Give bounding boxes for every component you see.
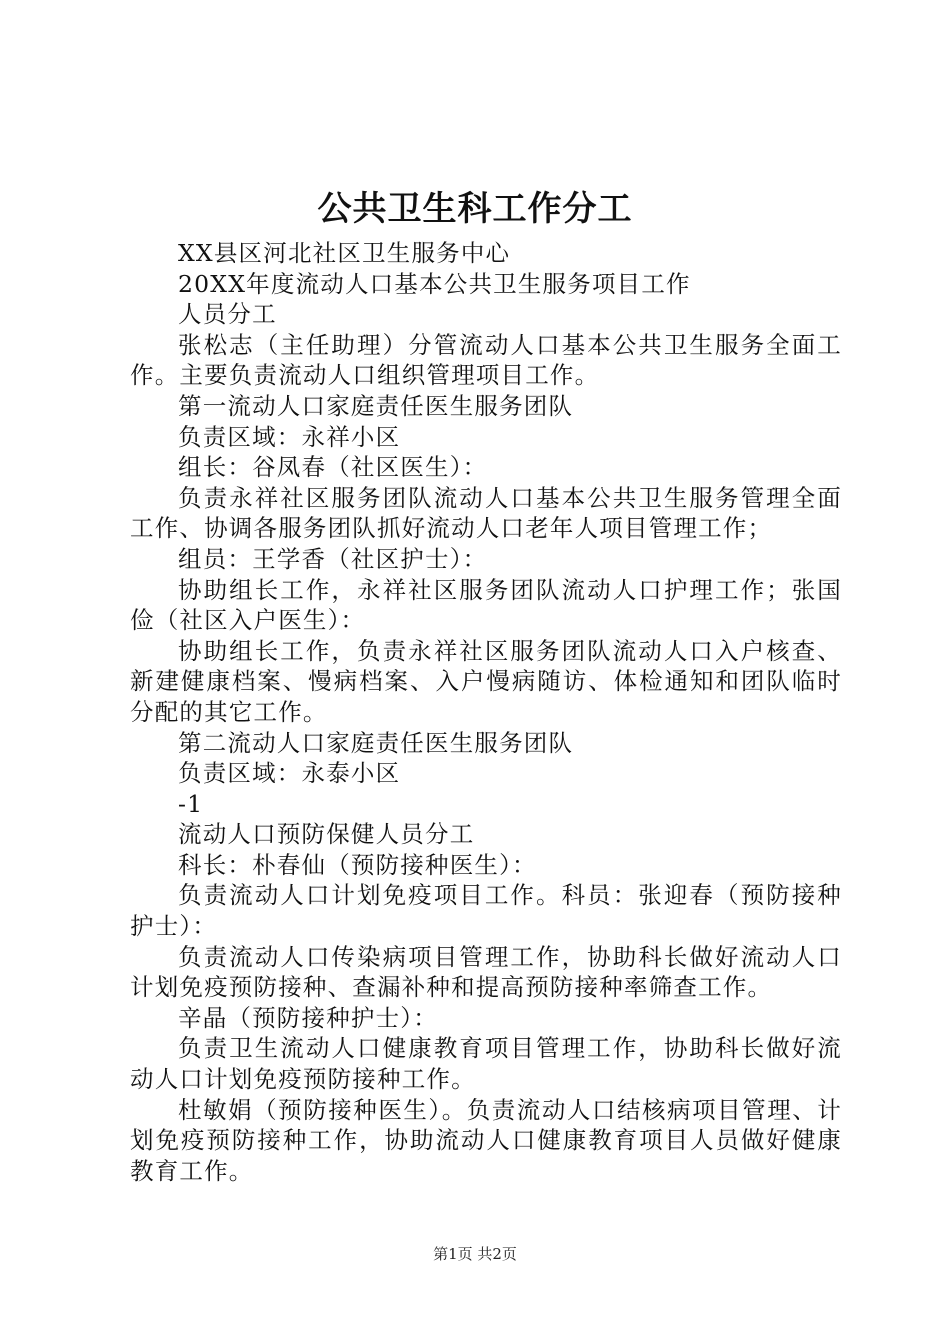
paragraph-team-1-heading: 第一流动人口家庭责任医生服务团队 bbox=[178, 391, 574, 420]
document-body bbox=[130, 238, 842, 1186]
paragraph-nurse-name: 辛晶（预防接种护士）： bbox=[178, 1003, 438, 1032]
paragraph-team-2-heading: 第二流动人口家庭责任医生服务团队 bbox=[178, 728, 574, 757]
paragraph-prevention-heading: 流动人口预防保健人员分工 bbox=[178, 820, 475, 849]
paragraph-team-1-leader-duty: 负责永祥社区服务团队流动人口基本公共卫生服务管理全面工作、协调各服务团队抓好流动人口老年人项目管理工作； bbox=[130, 483, 842, 543]
paragraph-team-1-leader: 组长：谷凤春（社区医生）： bbox=[178, 453, 488, 482]
paragraph-team-2-area: 负责区域：永泰小区 bbox=[178, 759, 401, 788]
paragraph-team-1-area: 负责区域：永祥小区 bbox=[178, 422, 401, 451]
paragraph-section-chief: 科长：朴春仙（预防接种医生）： bbox=[178, 850, 537, 879]
paragraph-page-marker: -1 bbox=[178, 789, 204, 818]
paragraph-chief-duty: 负责流动人口计划免疫项目工作。科员：张迎春（预防接种护士）： bbox=[130, 881, 842, 941]
paragraph-staff-division: 人员分工 bbox=[178, 300, 277, 329]
paragraph-project-year: 20XX年度流动人口基本公共卫生服务项目工作 bbox=[178, 269, 691, 298]
paragraph-org-name: XX县区河北社区卫生服务中心 bbox=[178, 239, 511, 267]
paragraph-team-1-doctor-duty: 协助组长工作，负责永祥社区服务团队流动人口入户核查、新建健康档案、慢病档案、入户慢病随访、体检通知和团队临时分配的其它工作。 bbox=[130, 636, 842, 726]
paragraph-nurse-duty: 负责卫生流动人口健康教育项目管理工作，协助科长做好流动人口计划免疫预防接种工作。 bbox=[130, 1034, 842, 1094]
paragraph-team-1-member-duty: 协助组长工作，永祥社区服务团队流动人口护理工作；张国俭（社区入户医生）： bbox=[130, 575, 842, 635]
paragraph-doctor-duty: 杜敏娟（预防接种医生）。负责流动人口结核病项目管理、计划免疫预防接种工作，协助流动人口健康教育项目人员做好健康教育工作。 bbox=[130, 1095, 842, 1185]
document-title: 公共卫生科工作分工 bbox=[317, 189, 633, 229]
paragraph-team-1-member: 组员：王学香（社区护士）： bbox=[178, 544, 488, 573]
paragraph-staff-duty: 负责流动人口传染病项目管理工作，协助科长做好流动人口计划免疫预防接种、查漏补种和提高预防接种率筛查工作。 bbox=[130, 942, 842, 1002]
paragraph-director-assistant: 张松志（主任助理）分管流动人口基本公共卫生服务全面工作。主要负责流动人口组织管理项目工作。 bbox=[130, 330, 842, 390]
page-footer: 第1页 共2页 bbox=[433, 1245, 517, 1263]
